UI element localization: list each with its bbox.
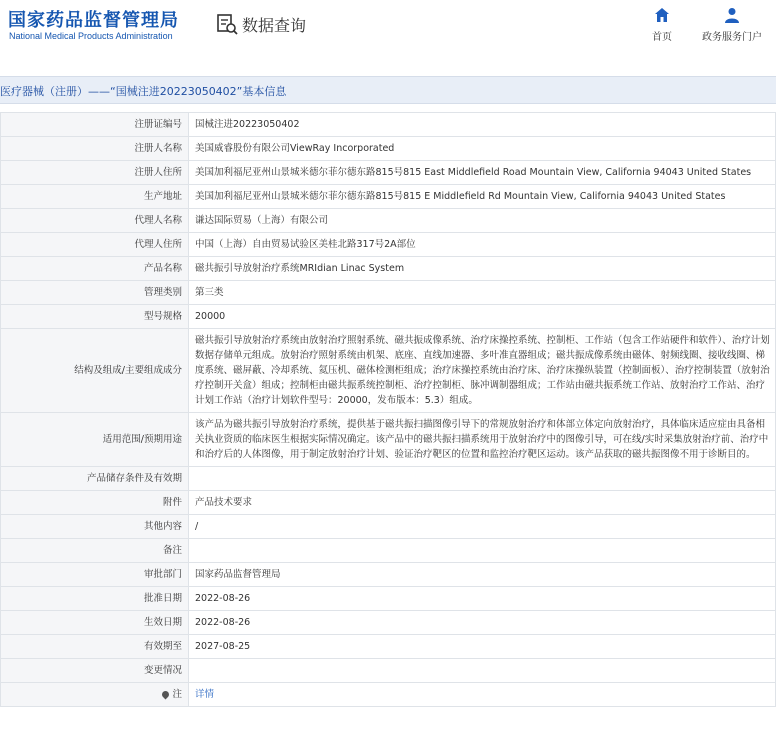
row-value: 美国加利福尼亚州山景城米德尔菲尔德东路815号815 E Middlefield Rd Mountain View, California 94043 United States [189, 185, 776, 209]
table-row [1, 563, 776, 587]
home-icon [653, 6, 671, 24]
row-label: 变更情况 [1, 659, 189, 683]
note-label: 注 [172, 689, 182, 700]
table-row [1, 467, 776, 491]
table-row [1, 257, 776, 281]
row-value: 国械注进20223050402 [189, 113, 776, 137]
table-row [1, 587, 776, 611]
row-value [189, 467, 776, 491]
table-row [1, 329, 776, 413]
data-query-icon [216, 13, 238, 35]
table-row [1, 233, 776, 257]
table-row [1, 281, 776, 305]
table-row [1, 137, 776, 161]
row-label: 产品储存条件及有效期 [1, 467, 189, 491]
table-row [1, 635, 776, 659]
row-label: 其他内容 [1, 515, 189, 539]
row-value: 美国加利福尼亚州山景城米德尔菲尔德东路815号815 East Middlefield Road Mountain View, California 94043 United States [189, 161, 776, 185]
row-label: 有效期至 [1, 635, 189, 659]
row-value: 产品技术要求 [189, 491, 776, 515]
row-value: 美国威睿股份有限公司ViewRay Incorporated [189, 137, 776, 161]
row-label: 批准日期 [1, 587, 189, 611]
row-label: 生产地址 [1, 185, 189, 209]
registration-info-table [0, 112, 776, 707]
row-value: 2022-08-26 [189, 587, 776, 611]
table-row [1, 161, 776, 185]
row-label: 备注 [1, 539, 189, 563]
table-row [1, 611, 776, 635]
row-value: 该产品为磁共振引导放射治疗系统，提供基于磁共振扫描图像引导下的常规放射治疗和体部立体定向放射治疗，具体临床适应症由具备相关执业资质的临床医生根据实际情况确定。该产品中的磁共振扫描系统用于放射治疗中的图像引导，可在线/实时采集放射治疗前、治疗中和治疗后的人体图像，用于制定放射治疗计划、验证治疗靶区的位置和监控治疗靶区运动。该产品获取的磁共振图像不用于诊断目的。 [189, 413, 776, 467]
row-label: 代理人住所 [1, 233, 189, 257]
row-value: 第三类 [189, 281, 776, 305]
row-label [1, 683, 189, 707]
row-value: 国家药品监督管理局 [189, 563, 776, 587]
row-value: / [189, 515, 776, 539]
table-row [1, 185, 776, 209]
row-value: 2027-08-25 [189, 635, 776, 659]
page-title-bar [0, 76, 776, 104]
row-label: 结构及组成/主要组成成分 [1, 329, 189, 413]
row-label: 注册人名称 [1, 137, 189, 161]
row-value [189, 539, 776, 563]
nav-home-label: 首页 [652, 32, 672, 43]
row-label: 注册人住所 [1, 161, 189, 185]
site-header [0, 0, 776, 58]
table-row [1, 683, 776, 707]
row-value: 谦达国际贸易（上海）有限公司 [189, 209, 776, 233]
row-label: 附件 [1, 491, 189, 515]
table-row [1, 539, 776, 563]
row-value [189, 683, 776, 707]
row-label: 生效日期 [1, 611, 189, 635]
pin-icon [161, 690, 171, 700]
table-row [1, 413, 776, 467]
row-label: 代理人名称 [1, 209, 189, 233]
row-value: 2022-08-26 [189, 611, 776, 635]
logo-cn[interactable]: 国家药品监督管理局 [8, 10, 179, 31]
row-value [189, 659, 776, 683]
user-icon [723, 6, 741, 24]
row-label: 审批部门 [1, 563, 189, 587]
logo-en[interactable]: National Medical Products Administration [9, 31, 173, 41]
page-title: 医疗器械（注册）——“国械注进20223050402”基本信息 [0, 85, 287, 98]
nav-gov-portal[interactable] [702, 6, 762, 43]
table-row [1, 209, 776, 233]
data-query-label: 数据查询 [242, 15, 307, 35]
table-row [1, 659, 776, 683]
table-row [1, 491, 776, 515]
row-label: 注册证编号 [1, 113, 189, 137]
row-value: 20000 [189, 305, 776, 329]
row-value: 中国（上海）自由贸易试验区美桂北路317号2A部位 [189, 233, 776, 257]
row-label: 型号规格 [1, 305, 189, 329]
nav-home[interactable] [652, 6, 672, 43]
detail-link[interactable]: 详情 [195, 689, 215, 700]
row-label: 产品名称 [1, 257, 189, 281]
table-row [1, 113, 776, 137]
row-label: 适用范围/预期用途 [1, 413, 189, 467]
row-value: 磁共振引导放射治疗系统由放射治疗照射系统、磁共振成像系统、治疗床操控系统、控制柜、工作站（包含工作站硬件和软件）、治疗计划数据存储单元组成。放射治疗照射系统由机架、底座、直线加速器、多叶准直器组成；磁共振成像系统由磁体、射频线圈、接收线圈、梯度系统、磁屏蔽、冷却系统、氦压机、磁体检测柜组成；治疗床操控系统由治疗床、治疗床操纵装置（控制面板）、治疗控制装置（放射治疗控制开关盒）组成；控制柜由磁共振系统控制柜、治疗控制柜、脉冲调制器组成；工作站由磁共振系统工作站、放射治疗工作站、治疗计划工作站（治疗计划软件型号：20000，发布版本：5.3）组成。 [189, 329, 776, 413]
data-query-link[interactable] [216, 10, 306, 38]
table-row [1, 305, 776, 329]
nav-gov-label: 政务服务门户 [702, 32, 762, 43]
row-label: 管理类别 [1, 281, 189, 305]
table-row [1, 515, 776, 539]
row-value: 磁共振引导放射治疗系统MRIdian Linac System [189, 257, 776, 281]
